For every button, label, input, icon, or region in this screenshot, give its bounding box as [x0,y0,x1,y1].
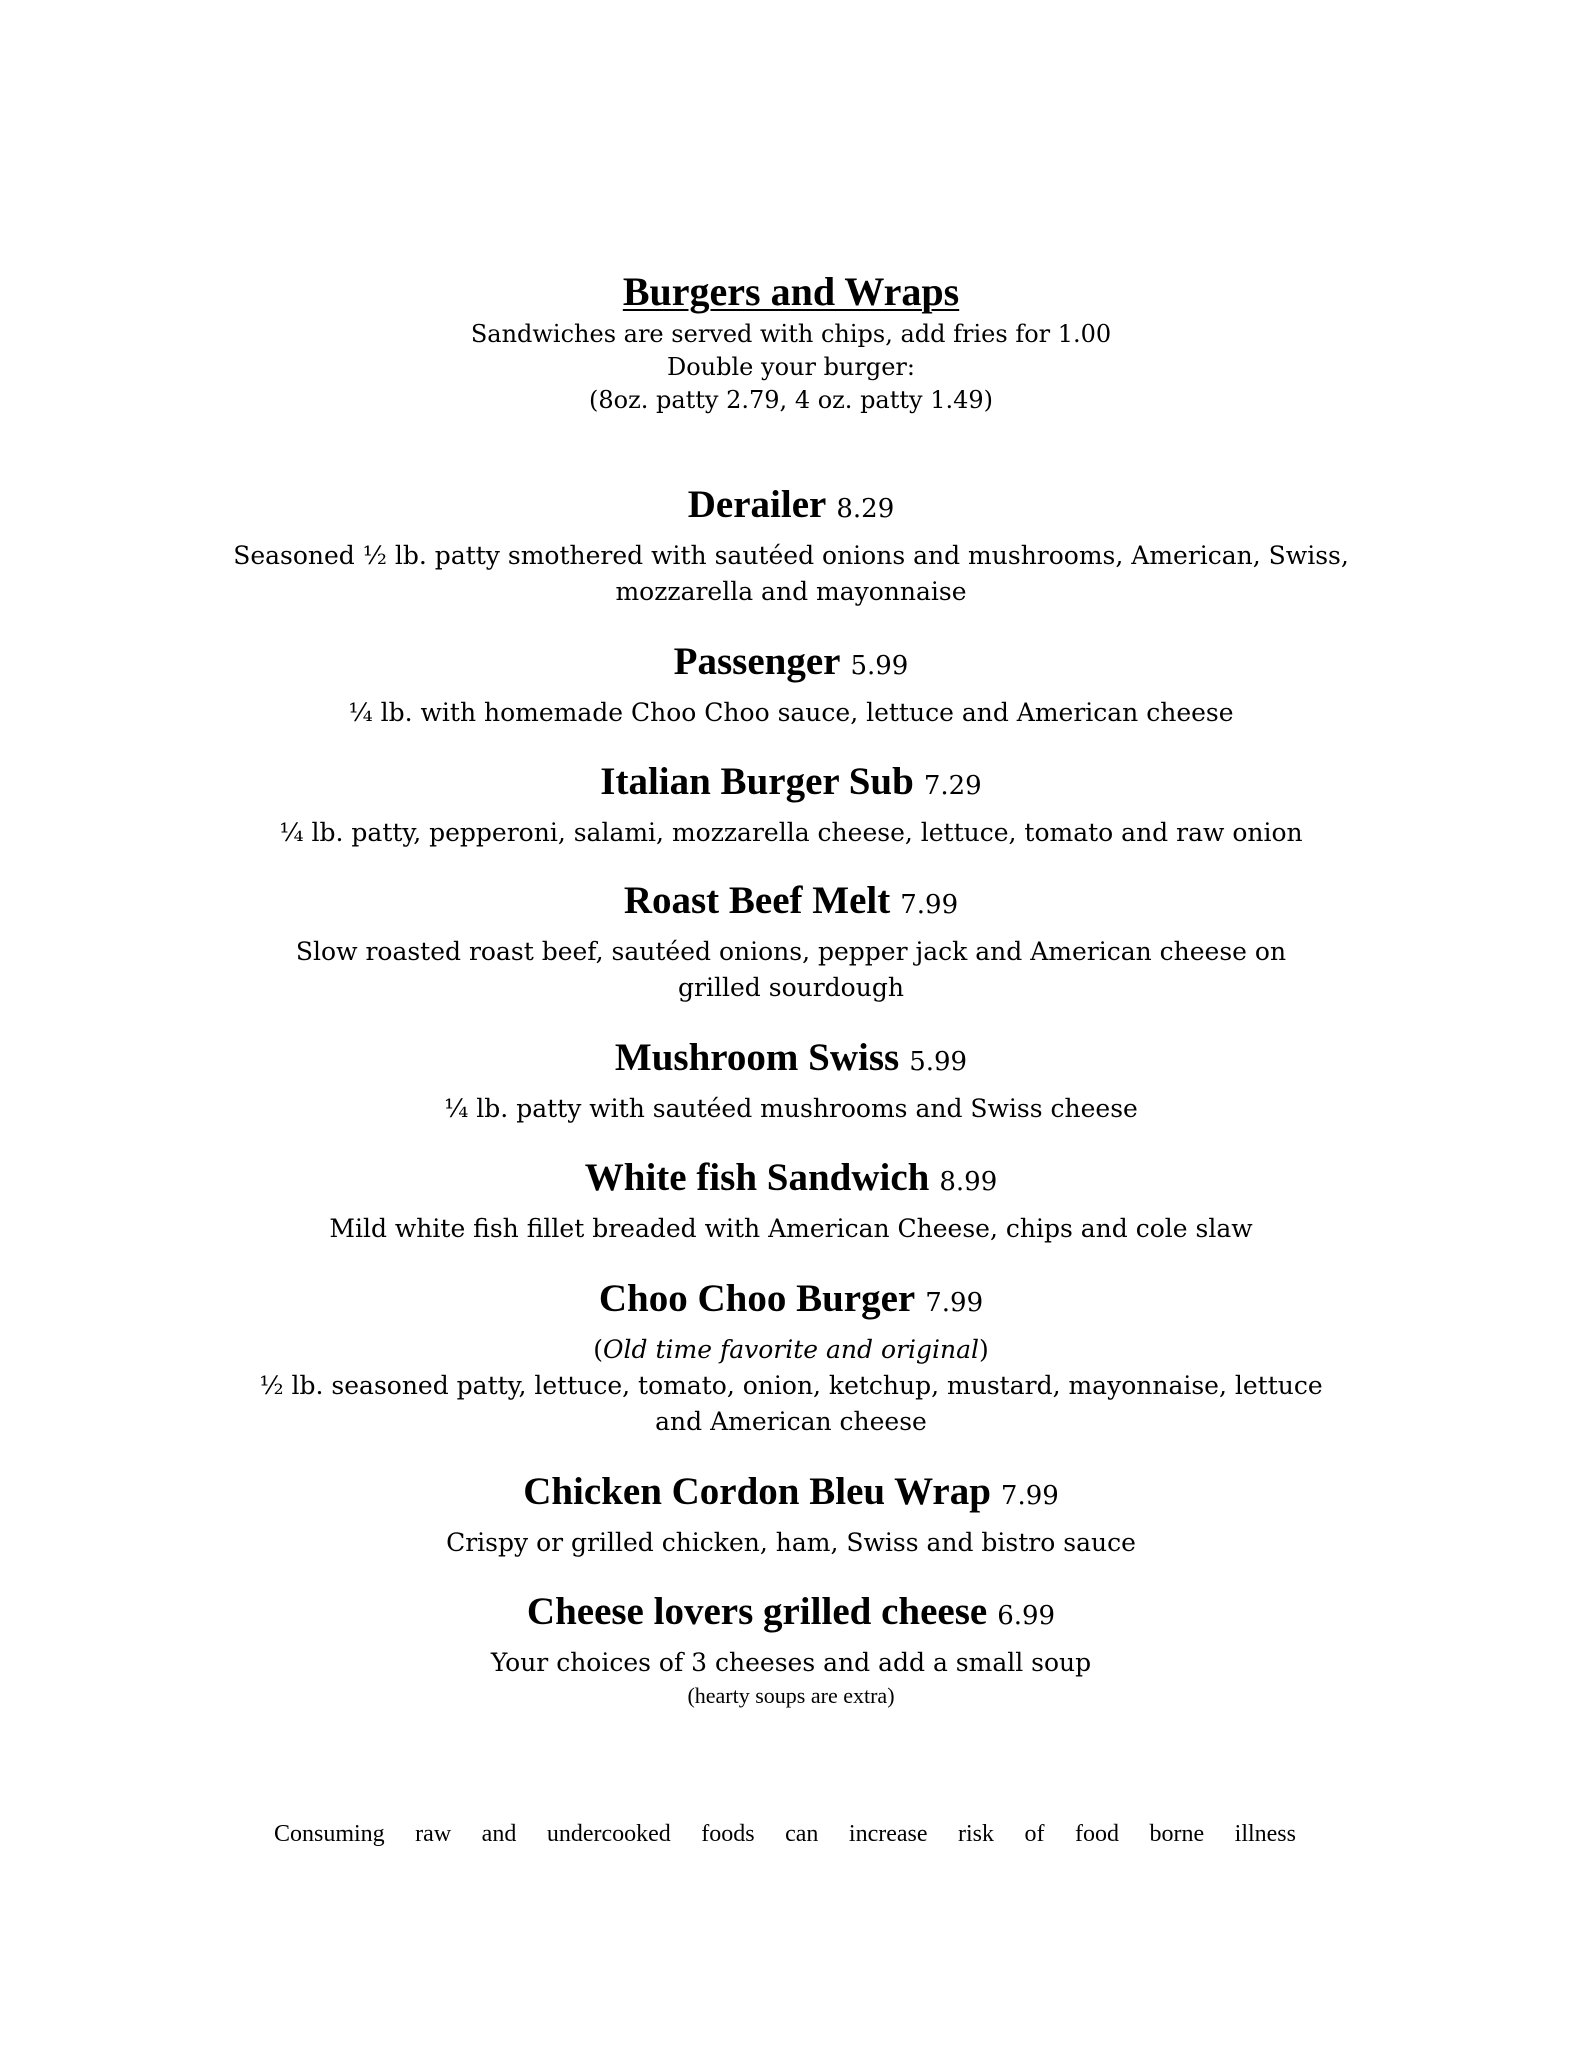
item-heading [0,1587,1582,1645]
item-name: Chicken Cordon Bleu Wrap [523,1470,991,1513]
item-price: 5.99 [909,1047,968,1077]
item-note-text: Old time favorite and original [603,1335,979,1364]
item-price: 7.29 [923,771,982,801]
item-name: Mushroom Swiss [614,1036,900,1079]
item-description-line: Slow roasted roast beef, sautéed onions, pepper jack and American cheese on [295,937,1287,966]
item-note: (Old time favorite and original) [593,1335,989,1364]
menu-item-mushroom-swiss [0,1033,1582,1127]
menu-item-white-fish-sandwich [0,1153,1582,1247]
menu-intro [0,318,1582,417]
item-heading [0,480,1582,538]
menu-item-passenger [0,637,1582,731]
item-price: 7.99 [1000,1481,1059,1511]
item-price: 6.99 [997,1601,1056,1631]
item-description-line: and American cheese [655,1407,927,1436]
item-name: Choo Choo Burger [598,1277,916,1320]
item-description-line: ¼ lb. with homemade Choo Choo sauce, lettuce and American cheese [348,698,1234,727]
menu-item-roast-beef-melt [0,876,1582,1006]
item-description-line: grilled sourdough [678,973,904,1002]
item-price: 5.99 [850,651,909,681]
item-heading [0,1033,1582,1091]
menu-item-cheese-lovers-grilled-cheese [0,1587,1582,1711]
item-heading [0,1467,1582,1525]
menu-item-choo-choo-burger [0,1274,1582,1440]
menu-item-derailer [0,480,1582,610]
item-heading [0,876,1582,934]
item-description-line: ½ lb. seasoned patty, lettuce, tomato, onion, ketchup, mustard, mayonnaise, lettuce [259,1371,1323,1400]
item-name: Derailer [687,483,827,526]
item-heading [0,1153,1582,1211]
item-name: White fish Sandwich [584,1156,930,1199]
intro-line-patty-prices: (8oz. patty 2.79, 4 oz. patty 1.49) [588,386,994,414]
item-name: Roast Beef Melt [623,879,891,922]
item-description-line: Your choices of 3 cheeses and add a small soup [490,1648,1092,1677]
food-safety-disclaimer: Consuming raw and undercooked foods can increase risk of food borne illness [274,1821,1296,1847]
item-description-line: mozzarella and mayonnaise [615,577,967,606]
item-description-line: Mild white fish fillet breaded with American Cheese, chips and cole slaw [329,1214,1253,1243]
item-heading [0,757,1582,815]
intro-line-sides: Sandwiches are served with chips, add fries for 1.00 [470,320,1112,348]
menu-item-italian-burger-sub [0,757,1582,851]
item-description-line: Crispy or grilled chicken, ham, Swiss and bistro sauce [446,1528,1136,1557]
item-description-line: ¼ lb. patty, pepperoni, salami, mozzarella cheese, lettuce, tomato and raw onion [279,818,1303,847]
intro-line-double: Double your burger: [666,353,915,381]
menu-title: Burgers and Wraps [622,269,960,314]
item-price: 8.99 [939,1167,998,1197]
item-name: Passenger [673,640,841,683]
item-description-line: ¼ lb. patty with sautéed mushrooms and Swiss cheese [444,1094,1138,1123]
item-subnote: (hearty soups are extra) [687,1683,895,1708]
item-description-line: Seasoned ½ lb. patty smothered with sautéed onions and mushrooms, American, Swiss, [233,541,1349,570]
item-name: Italian Burger Sub [600,760,914,803]
item-heading [0,1274,1582,1332]
item-name: Cheese lovers grilled cheese [526,1590,988,1633]
menu-item-chicken-cordon-bleu-wrap [0,1467,1582,1561]
item-price: 8.29 [836,494,895,524]
item-price: 7.99 [900,890,959,920]
item-heading [0,637,1582,695]
item-price: 7.99 [925,1288,984,1318]
